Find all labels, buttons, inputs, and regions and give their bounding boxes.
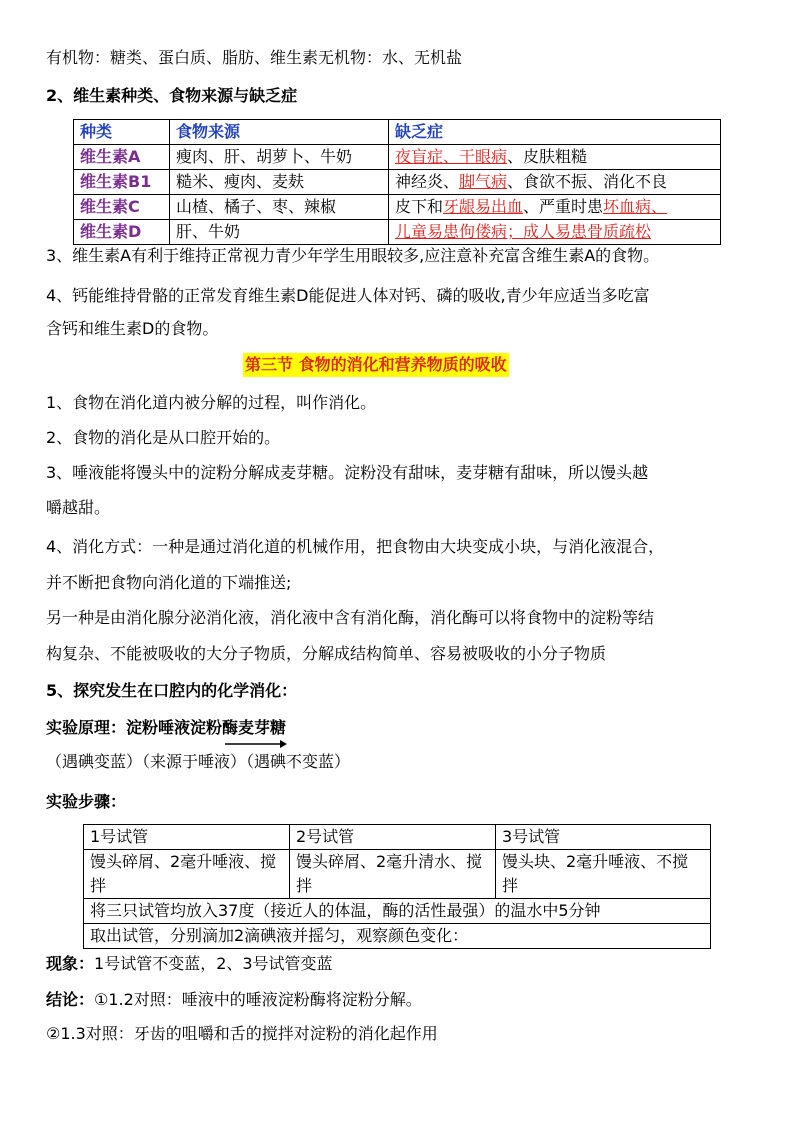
table-row bbox=[84, 924, 711, 949]
table-row bbox=[84, 899, 711, 924]
tube-1-header: 1号试管 bbox=[84, 825, 290, 850]
experiment-principle: 实验原理：淀粉唾液淀粉酶麦芽糖 bbox=[46, 718, 287, 737]
deficiency-text: 皮下和 bbox=[395, 197, 444, 216]
deficiency-text: 、食欲不振、消化不良 bbox=[507, 172, 668, 191]
section-item-4-line-2: 并不断把食物向消化道的下端推送; bbox=[46, 573, 292, 592]
deficiency-key: 夜盲症、干眼病 bbox=[395, 147, 508, 166]
water-bath-step: 将三只试管均放入37度（接近人的体温，酶的活性最强）的温水中5分钟 bbox=[84, 899, 711, 924]
deficiency bbox=[389, 195, 721, 220]
tube-3-content: 馒头块、2毫升唾液、不搅拌 bbox=[496, 850, 711, 899]
section-item-4-line-4: 构复杂、不能被吸收的大分子物质，分解成结构简单、容易被吸收的小分子物质 bbox=[46, 644, 607, 663]
table-row bbox=[74, 220, 721, 245]
vitamin-name: 维生素D bbox=[74, 220, 170, 245]
deficiency-key: 脚气病 bbox=[459, 172, 508, 191]
section-item-4-line-1: 4、消化方式：一种是通过消化道的机械作用，把食物由大块变成小块，与消化液混合， bbox=[46, 537, 665, 556]
deficiency-text: 、严重时患 bbox=[523, 197, 604, 216]
conclusion-1: ①1.2对照：唾液中的唾液淀粉酶将淀粉分解。 bbox=[94, 990, 422, 1009]
deficiency-text: 、皮肤粗糙 bbox=[507, 147, 588, 166]
deficiency bbox=[389, 170, 721, 195]
food-source: 糙米、瘦肉、麦麸 bbox=[170, 170, 389, 195]
tube-2-header: 2号试管 bbox=[290, 825, 496, 850]
conclusion-label: 结论： bbox=[46, 990, 95, 1009]
vitamin-name: 维生素A bbox=[74, 145, 170, 170]
deficiency-key: 儿童易患佝偻病；成人易患骨质疏松 bbox=[395, 222, 652, 241]
header-deficiency: 缺乏症 bbox=[389, 120, 721, 145]
vitamin-heading: 2、维生素种类、食物来源与缺乏症 bbox=[46, 86, 298, 105]
phenomenon-text: 1号试管不变蓝，2、3号试管变蓝 bbox=[94, 954, 333, 973]
reaction-arrow-icon bbox=[225, 739, 287, 749]
table-row bbox=[74, 170, 721, 195]
vitamin-table-header bbox=[74, 120, 721, 145]
paragraph-4-line-2: 含钙和维生素D的食物。 bbox=[46, 319, 219, 338]
deficiency-key: 坏血病、 bbox=[603, 197, 668, 216]
food-source: 肝、牛奶 bbox=[170, 220, 389, 245]
steps-label: 实验步骤： bbox=[46, 792, 127, 811]
vitamin-table bbox=[73, 119, 721, 245]
table-row bbox=[74, 195, 721, 220]
header-type: 种类 bbox=[74, 120, 170, 145]
deficiency-key: 牙龈易出血 bbox=[443, 197, 524, 216]
section-title: 第三节 食物的消化和营养物质的吸收 bbox=[243, 353, 509, 377]
section-item-4-line-3: 另一种是由消化腺分泌消化液，消化液中含有消化酶，消化酶可以将食物中的淀粉等结 bbox=[46, 608, 655, 627]
header-source: 食物来源 bbox=[170, 120, 389, 145]
section-item-3-line-2: 嚼越甜。 bbox=[46, 498, 111, 517]
tube-1-content: 馒头碎屑、2毫升唾液、搅拌 bbox=[84, 850, 290, 899]
paragraph-3: 3、维生素A有利于维持正常视力青少年学生用眼较多,应注意补充富含维生素A的食物。 bbox=[46, 246, 660, 265]
deficiency bbox=[389, 145, 721, 170]
section-item-3-line-1: 3、唾液能将馒头中的淀粉分解成麦芽糖。淀粉没有甜味，麦芽糖有甜味，所以馒头越 bbox=[46, 463, 649, 482]
table-row bbox=[74, 145, 721, 170]
section-item-5: 5、探究发生在口腔内的化学消化： bbox=[46, 681, 298, 700]
principle-note: （遇碘变蓝）（来源于唾液）（遇碘不变蓝） bbox=[46, 752, 351, 771]
conclusion-2: ②1.3对照：牙齿的咀嚼和舌的搅拌对淀粉的消化起作用 bbox=[46, 1024, 438, 1043]
section-item-2: 2、食物的消化是从口腔开始的。 bbox=[46, 428, 281, 447]
food-source: 瘦肉、肝、胡萝卜、牛奶 bbox=[170, 145, 389, 170]
iodine-step: 取出试管，分别滴加2滴碘液并摇匀，观察颜色变化： bbox=[84, 924, 711, 949]
section-item-1: 1、食物在消化道内被分解的过程，叫作消化。 bbox=[46, 393, 377, 412]
paragraph-4-line-1: 4、钙能维持骨骼的正常发育维生素D能促进人体对钙、磷的吸收,青少年应适当多吃富 bbox=[46, 286, 650, 305]
table-row bbox=[84, 825, 711, 850]
food-source: 山楂、橘子、枣、辣椒 bbox=[170, 195, 389, 220]
tube-3-header: 3号试管 bbox=[496, 825, 711, 850]
phenomenon-label: 现象： bbox=[46, 954, 95, 973]
phenomenon-line bbox=[46, 952, 333, 976]
experiment-steps-table bbox=[83, 824, 711, 949]
deficiency bbox=[389, 220, 721, 245]
deficiency-text: 神经炎、 bbox=[395, 172, 460, 191]
tube-2-content: 馒头碎屑、2毫升清水、搅拌 bbox=[290, 850, 496, 899]
conclusion-line bbox=[46, 988, 422, 1012]
intro-line: 有机物：糖类、蛋白质、脂肪、维生素无机物：水、无机盐 bbox=[46, 48, 463, 67]
vitamin-name: 维生素B1 bbox=[74, 170, 170, 195]
table-row bbox=[84, 850, 711, 899]
vitamin-name: 维生素C bbox=[74, 195, 170, 220]
